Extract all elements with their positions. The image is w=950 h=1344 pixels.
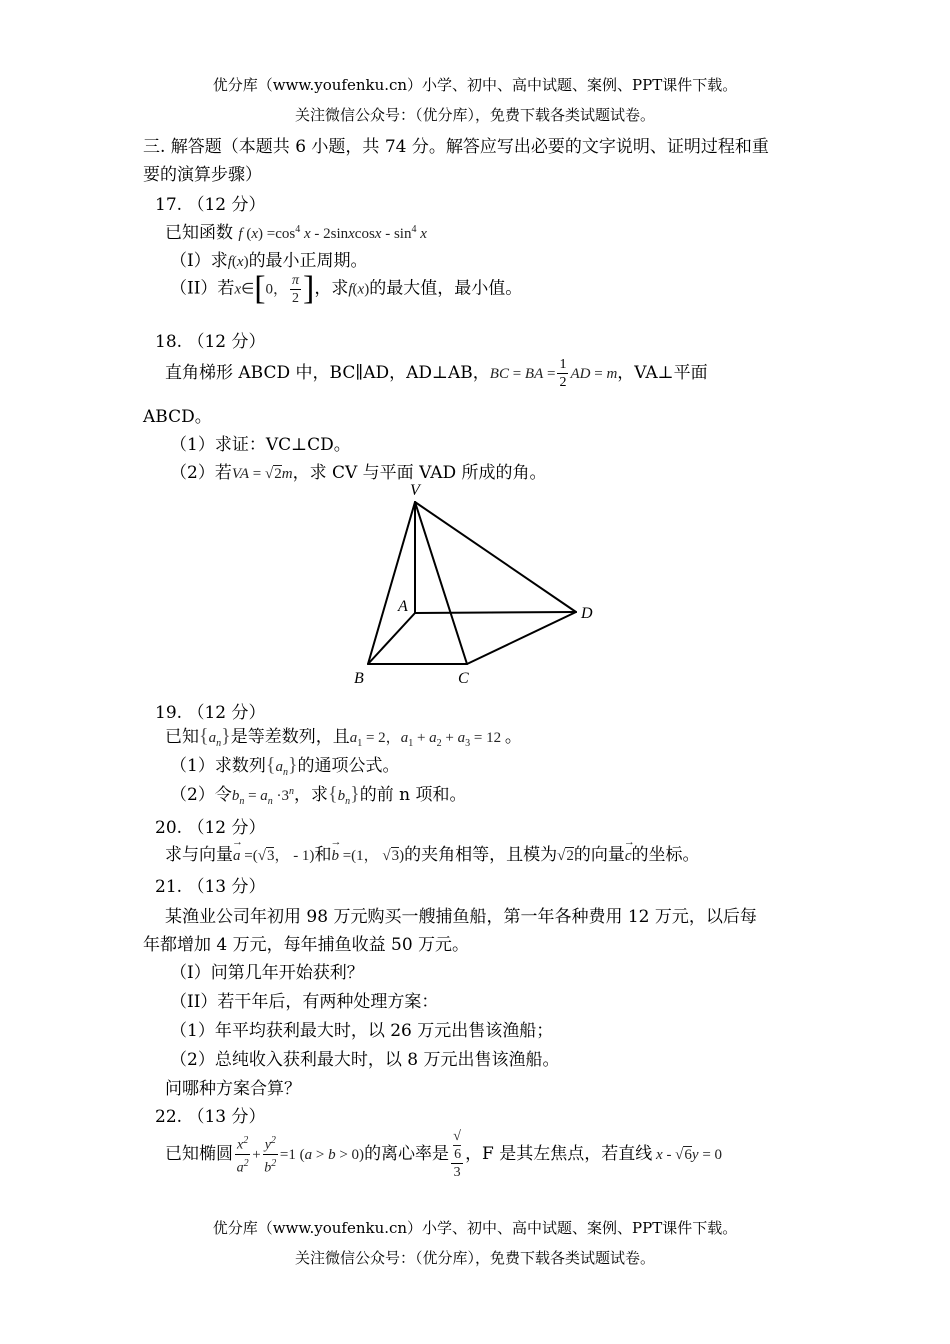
q21-option-1: （1）年平均获利最大时，以 26 万元出售该渔船；: [170, 1021, 554, 1041]
q18-stem: 直角梯形 ABCD 中，BC∥AD，AD⊥AB，BC = BA = $\frac{1}{2}$ AD = m，VA⊥平面: [165, 357, 708, 390]
pi-over-2-fraction: $\frac{\pi}{2}$: [292, 272, 300, 306]
q18-part-1: （1）求证：VC⊥CD。: [170, 435, 351, 455]
q21-option-2: （2）总纯收入获利最大时，以 8 万元出售该渔船。: [170, 1050, 560, 1070]
eccentricity-fraction: √ 6 3: [451, 1128, 463, 1181]
q22-number: 22. （13 分）: [155, 1107, 266, 1127]
edge-vc: [415, 502, 467, 664]
q21-part-1: （I）问第几年开始获利？: [170, 963, 364, 983]
q17-part-2: （II）若x∈[0， $\frac{\pi}{2}$ ]，求f(x)的最大值，最小值。: [170, 270, 523, 307]
q17-stem: 已知函数 f $(x) =\cos^4$ x - 2sinxcosx - $\sin^4 x$: [165, 223, 427, 243]
q22-stem: 已知椭圆 $\frac{x^2}{a^2}$ + $\frac{y^2}{b^2}$ =1 (a > b > 0)的离心率是 √ 6 3 ，F 是其左焦点，若直线 x - √6y = 0: [165, 1129, 723, 1180]
footer-line-1: 优分库（www.youfenku.cn）小学、初中、高中试题、案例、PPT课件下载。: [212, 1219, 738, 1237]
edge-ad: [415, 612, 576, 613]
label-v: V: [410, 482, 420, 499]
section-intro-1: 三. 解答题（本题共 6 小题，共 74 分。解答应写出必要的文字说明、证明过程和重: [143, 137, 769, 157]
q20-stem: 求与向量→ a =(√3， - 1)和→ b =(1， √3)的夹角相等，且模为√2的向量→ c的坐标。: [165, 840, 700, 865]
ellipse-y-term: $\frac{y^2}{b^2}$: [263, 1132, 278, 1176]
footer-line-2: 关注微信公众号：（优分库），免费下载各类试题试卷。: [294, 1249, 655, 1267]
label-b: B: [354, 670, 364, 687]
label-a: A: [398, 598, 408, 615]
q18-stem-2: ABCD。: [143, 407, 212, 427]
q17-formula: f: [238, 226, 243, 242]
label-c: C: [458, 670, 469, 687]
edge-vd: [415, 502, 576, 612]
q21-stem-1: 某渔业公司年初用 98 万元购买一艘捕鱼船，第一年各种费用 12 万元，以后每: [165, 907, 757, 927]
q19-stem: 已知$\{a_n\}$是等差数列，且$a_1 = 2$，$a_1 + a_2 + a_3 = 12$ 。: [165, 725, 522, 749]
header-line-2: 关注微信公众号：（优分库），免费下载各类试题试卷。: [294, 106, 655, 124]
q17-part-1: （I）求f(x)的最小正周期。: [170, 251, 368, 271]
q18-number: 18. （12 分）: [155, 332, 266, 352]
header-line-1: 优分库（www.youfenku.cn）小学、初中、高中试题、案例、PPT课件下载。: [212, 76, 738, 94]
pyramid-figure: [340, 478, 610, 693]
q17-number: 17. （12 分）: [155, 195, 266, 215]
q21-part-2: （II）若干年后，有两种处理方案：: [170, 992, 439, 1012]
label-d: D: [581, 605, 593, 622]
q18-part-2: （2）若VA = √2m，求 CV 与平面 VAD 所成的角。: [170, 463, 547, 483]
q21-stem-2: 年都增加 4 万元，每年捕鱼收益 50 万元。: [143, 935, 470, 955]
half-fraction: $\frac{1}{2}$: [559, 357, 567, 390]
q19-number: 19. （12 分）: [155, 703, 266, 723]
ellipse-x-term: $\frac{x^2}{a^2}$: [235, 1132, 250, 1176]
q19-part-1: （1）求数列$\{a_n\}$的通项公式。: [170, 754, 400, 778]
q19-part-2: （2）令$b_n = a_n \cdot 3^n$，求$\{b_n\}$的前 n 项和。: [170, 783, 467, 807]
section-intro-2: 要的演算步骤）: [143, 165, 262, 185]
q20-number: 20. （12 分）: [155, 818, 266, 838]
q21-question: 问哪种方案合算？: [165, 1079, 301, 1099]
q21-number: 21. （13 分）: [155, 877, 266, 897]
edge-cd: [467, 612, 576, 664]
